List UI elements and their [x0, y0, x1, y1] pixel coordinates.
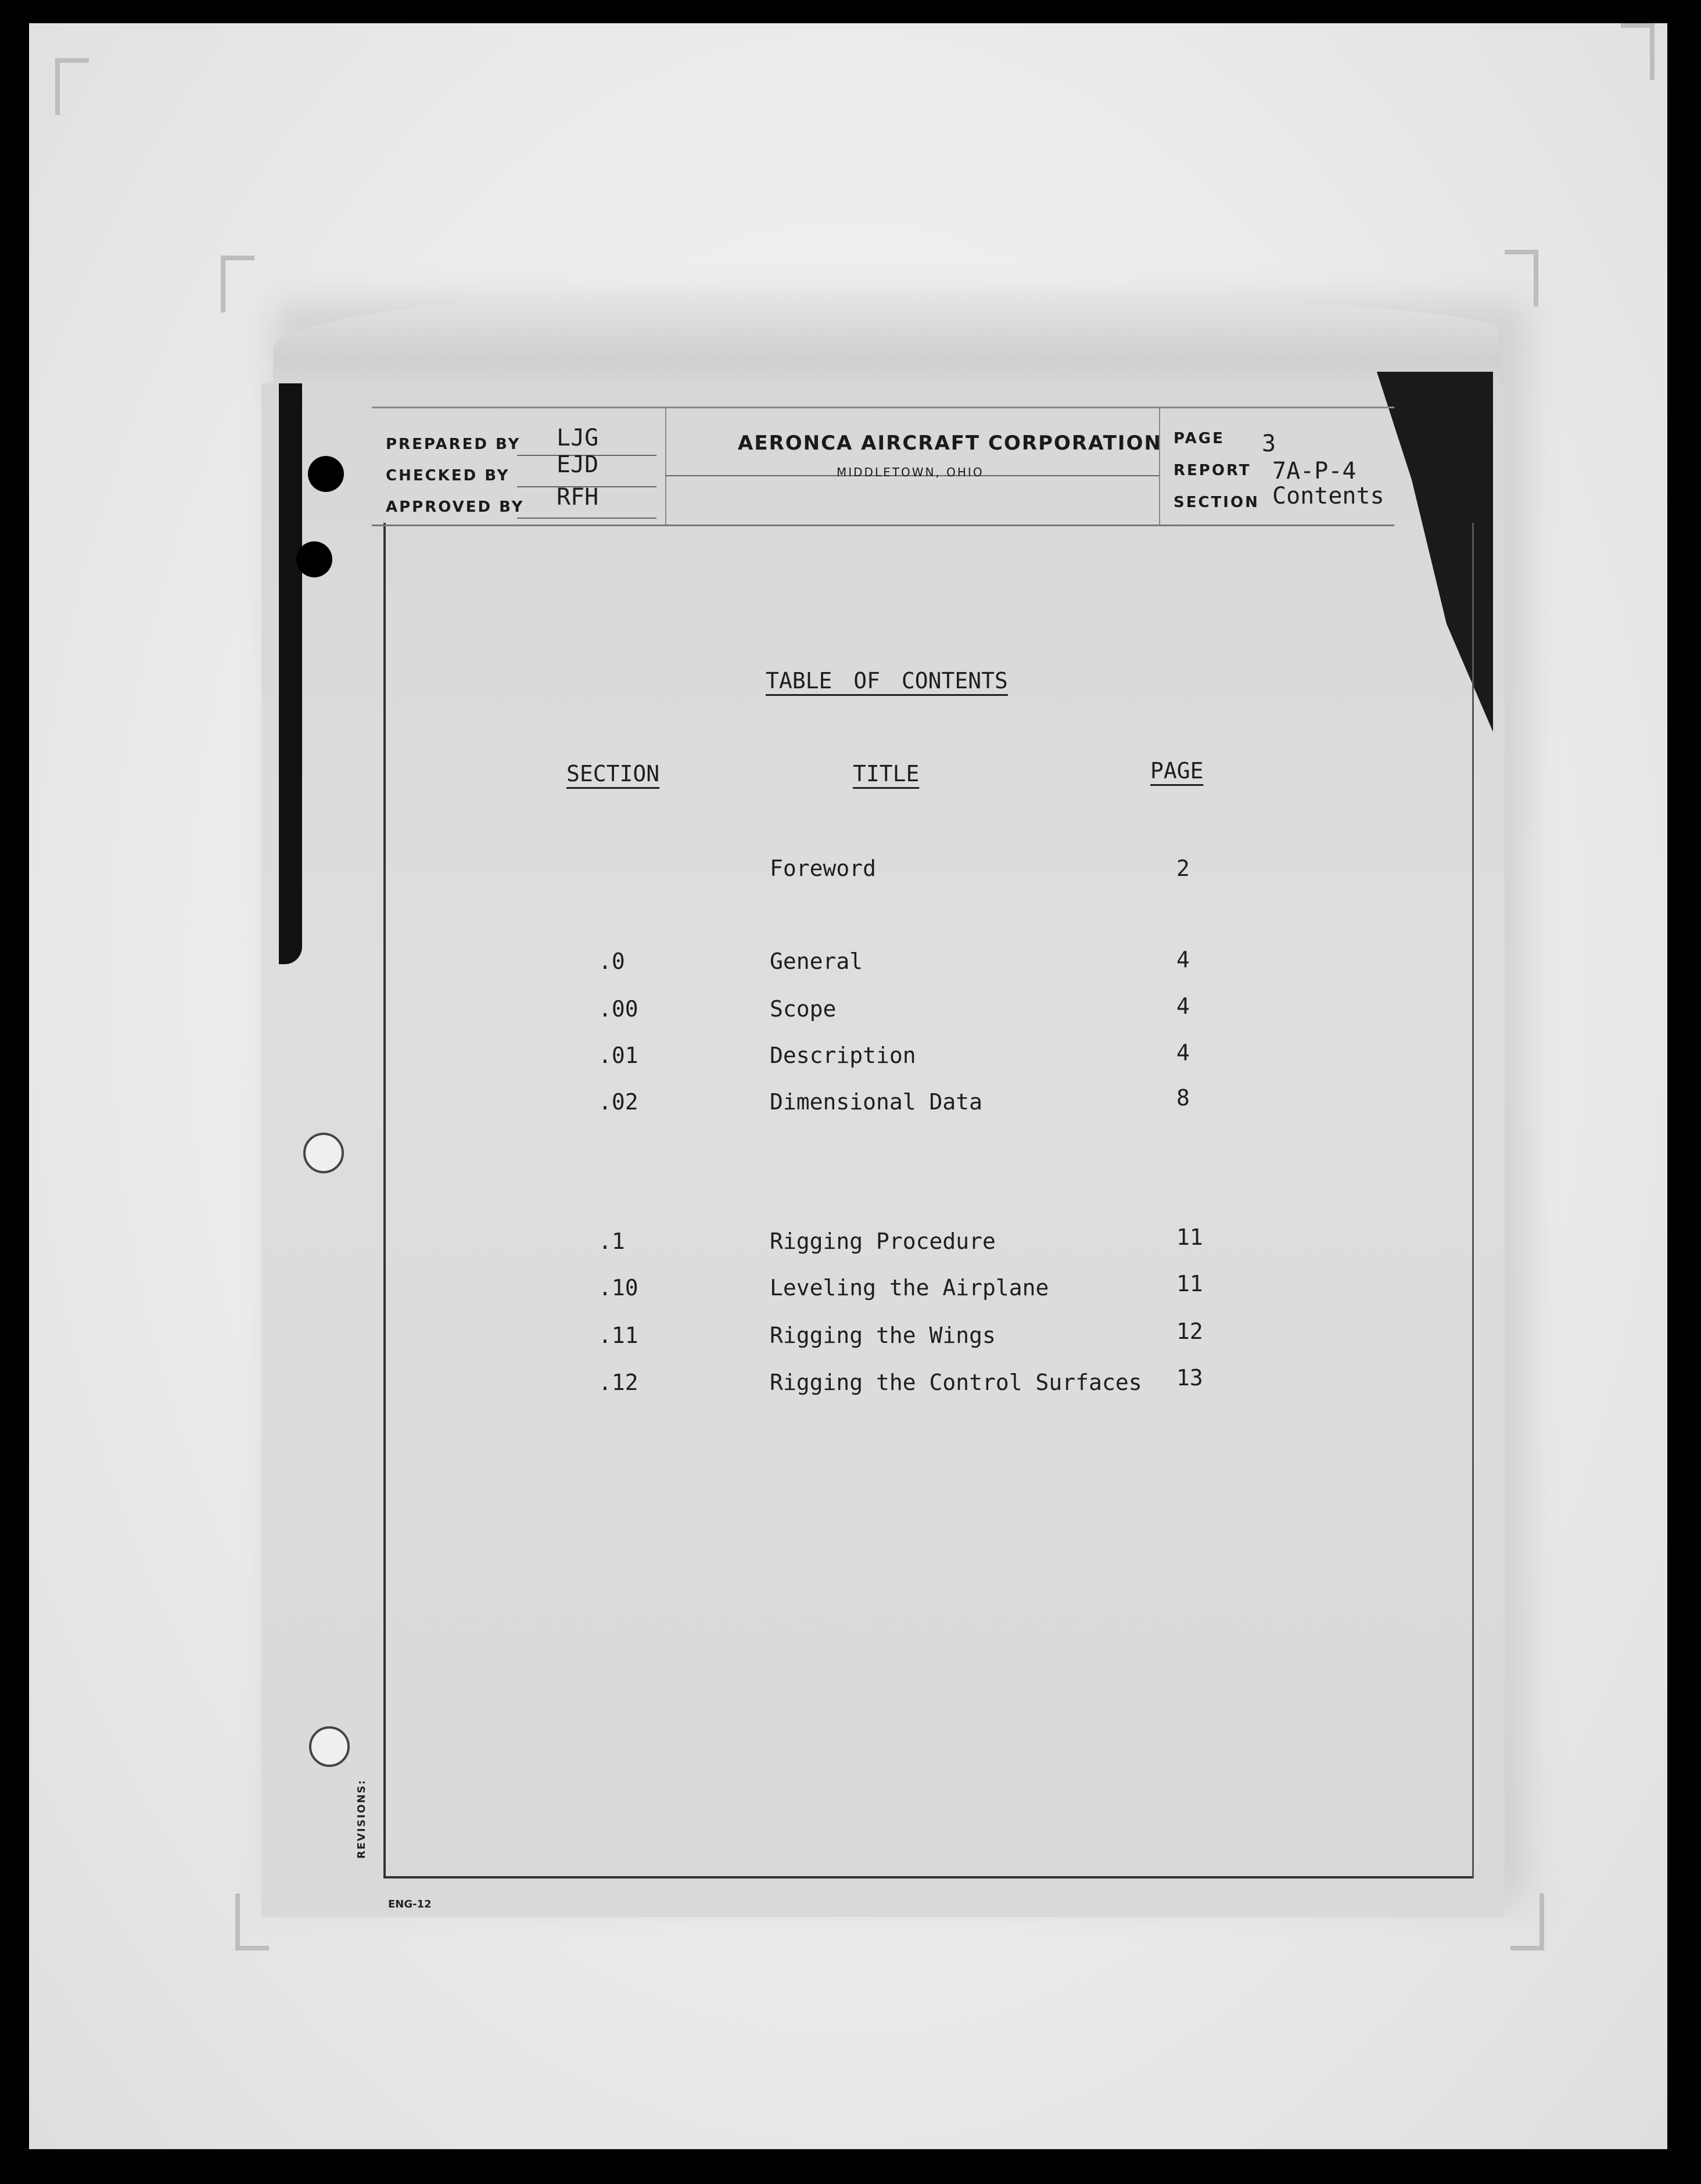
- column-header-section: SECTION: [566, 761, 660, 786]
- punch-hole-bottom: [309, 1726, 350, 1767]
- prepared-by-value: LJG: [557, 425, 599, 451]
- page-label: PAGE: [1174, 430, 1225, 447]
- toc-row-page: 12: [1176, 1319, 1203, 1344]
- sheet-curl: [273, 290, 1499, 389]
- toc-row-page: 2: [1176, 856, 1190, 881]
- toc-row-page: 11: [1176, 1271, 1203, 1296]
- toc-row-page: 11: [1176, 1224, 1203, 1250]
- toc-row-section: .00: [598, 996, 638, 1022]
- section-label: SECTION: [1174, 494, 1259, 511]
- toc-row-title: Description: [770, 1043, 916, 1068]
- toc-row-title: Rigging Procedure: [770, 1228, 996, 1254]
- toc-row-title: Dimensional Data: [770, 1089, 983, 1115]
- prepared-by-label: PREPARED BY: [386, 436, 521, 453]
- crop-mark-sheet-top-left: [221, 256, 254, 312]
- punch-hole-second: [296, 541, 332, 577]
- report-label: REPORT: [1174, 462, 1251, 479]
- punch-hole-middle: [303, 1133, 344, 1173]
- company-name: AERONCA AIRCRAFT CORPORATION: [738, 432, 1162, 455]
- toc-title: TABLE OF CONTENTS: [766, 668, 1008, 694]
- toc-row-title: Scope: [770, 996, 837, 1022]
- approved-by-line: [517, 518, 656, 519]
- column-header-page: PAGE: [1150, 758, 1204, 784]
- approved-by-value: RFH: [557, 484, 599, 511]
- crop-mark-sheet-top-right: [1505, 250, 1538, 307]
- toc-row-title: Foreword: [770, 856, 877, 881]
- form-number: ENG-12: [388, 1898, 432, 1910]
- binding-strip: [279, 383, 302, 964]
- toc-row-page: 4: [1176, 1040, 1190, 1065]
- checked-by-value: EJD: [557, 451, 599, 478]
- toc-row-title: Rigging the Control Surfaces: [770, 1370, 1142, 1395]
- report-value: 7A-P-4: [1272, 458, 1357, 484]
- toc-row-page: 8: [1176, 1085, 1190, 1111]
- toc-row-section: .12: [598, 1370, 638, 1395]
- crop-mark-top-left: [55, 58, 89, 115]
- toc-row-page: 4: [1176, 993, 1190, 1019]
- toc-row-section: .1: [598, 1228, 625, 1254]
- column-header-title: TITLE: [853, 761, 920, 786]
- toc-row-page: 13: [1176, 1365, 1203, 1391]
- header-divider-left: [665, 408, 666, 525]
- punch-hole-top: [308, 456, 344, 492]
- revisions-label: REVISIONS:: [356, 1779, 368, 1859]
- crop-mark-top-right: [1621, 23, 1655, 80]
- toc-row-title: Rigging the Wings: [770, 1323, 996, 1348]
- toc-row-title: Leveling the Airplane: [770, 1275, 1049, 1301]
- checked-by-label: CHECKED BY: [386, 467, 510, 484]
- toc-row-section: .11: [598, 1323, 638, 1348]
- toc-row-page: 4: [1176, 947, 1190, 972]
- toc-row-section: .01: [598, 1043, 638, 1068]
- header-divider-right: [1159, 408, 1160, 525]
- page-number-value: 3: [1262, 430, 1276, 457]
- section-value: Contents: [1272, 483, 1384, 509]
- toc-row-title: General: [770, 949, 863, 974]
- document-header: [372, 407, 1394, 526]
- approved-by-label: APPROVED BY: [386, 498, 525, 516]
- toc-row-section: .0: [598, 949, 625, 974]
- form-border: [383, 523, 1474, 1878]
- toc-row-section: .02: [598, 1089, 638, 1115]
- toc-row-section: .10: [598, 1275, 638, 1301]
- company-city: MIDDLETOWN, OHIO: [837, 465, 984, 479]
